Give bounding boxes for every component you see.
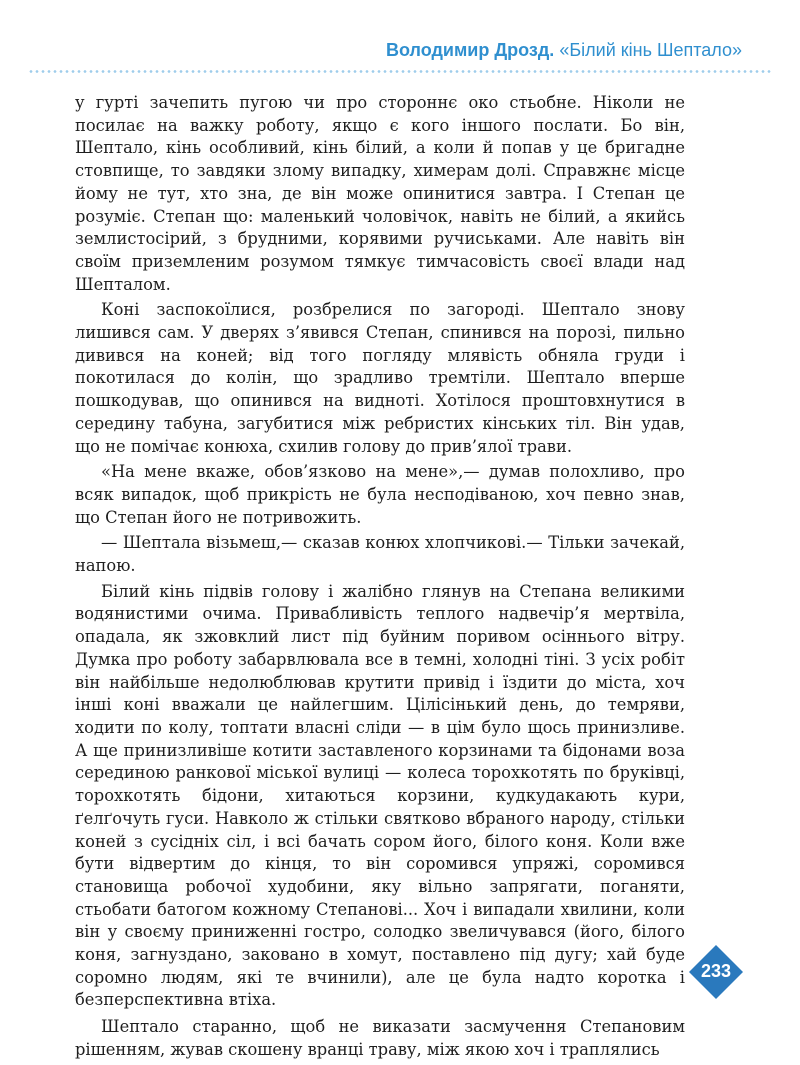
paragraph: у гурті зачепить пугою чи про стороннє око стьобне. Ніколи не посилає на важку роботу, якщо є кого іншого послати. Бо він, Шептало, кінь особливий, кінь білий, а коли й попав у це бригадне стовпище, то завдяки злому випадку, химерам долі. Справжнє місце йому не тут, хто зна, де він може опинитися завтра. І Степан це розуміє. Степан що: маленький чоловічок, навіть не білий, а якийсь землистосірий, з брудними, корявими ручиськами. Але навіть він своїм приземленим розумом тямкує тимчасовість своєї влади над Шепталом. [75,93,685,294]
header-title: «Білий кінь Шептало» [559,40,742,60]
body-text [75,92,685,1065]
page-number-badge [688,944,744,1000]
paragraph: Шептало старанно, щоб не виказати засмучення Степановим рішенням, жував скошену вранці траву, між якою хоч і траплялись [75,1017,685,1059]
paragraph: — Шептала візьмеш,— сказав конюх хлопчикові.— Тільки зачекай, напою. [75,533,685,576]
paragraph: Білий кінь підвів голову і жалібно глянув на Степана великими водянистими очима. Привабливість теплого надвечір’я мертвіла, опадала, як зжовклий лист під буйним поривом осіннього вітру. Думка про роботу забарвлювала все в темні, холодні тіні. З усіх робіт він найбільше недолюблював крутити привід і їздити до міста, хоч інші коні вважали це найлегшим. Цілісінький день, до темряви, ходити по колу, топтати власні сліди — в цім було щось принизливе. А ще принизливіше котити заставленого корзинами та бідонами воза серединою ранкової міської вулиці — колеса торохкотять по бруківці, торохкотять бідони, хитаються корзини, кудкудакають кури, ґелґочуть гуси. Навколо ж стільки святково вбраного народу, стільки коней з сусідніх сіл, і всі бачать сором його, білого коня. Коли вже бути відвертим до кінця, то він соромився упряжі, соромився становища робочої худобини, яку вільно запрягати, поганяти, стьобати батогом кожному Степанові... Хоч і випадали хвилини, коли він у своєму приниженні гостро, солодко звеличувався (його, білого коня, загнуздано, заковано в хомут, поставлено під дугу; хай буде соромно людям, які те вчинили), але це була надто коротка і безперспективна втіха. [75,581,685,1010]
paragraph: Коні заспокоїлися, розбрелися по загороді. Шептало знову лишився сам. У дверях з’явився Степан, спинився на порозі, пильно дивився на коней; від того погляду млявість обняла груди і покотилася до колін, що зрадливо тремтіли. Шептало вперше пошкодував, що опинився на видноті. Хотілося проштовхнутися в середину табуна, загубитися між ребристих кінських тіл. Він удав, що не помічає конюха, схилив голову до прив’ялої трави. [75,300,685,456]
paragraph: «На мене вкаже, обов’язково на мене»,— думав полохливо, про всяк випадок, щоб прикрість не була несподіваною, хоч певно знав, що Степан його не потривожить. [75,462,685,527]
header-author: Володимир Дрозд. [385,40,555,60]
page-number: 233 [700,961,732,981]
header-dotted-divider [28,70,772,73]
running-header [386,40,742,61]
